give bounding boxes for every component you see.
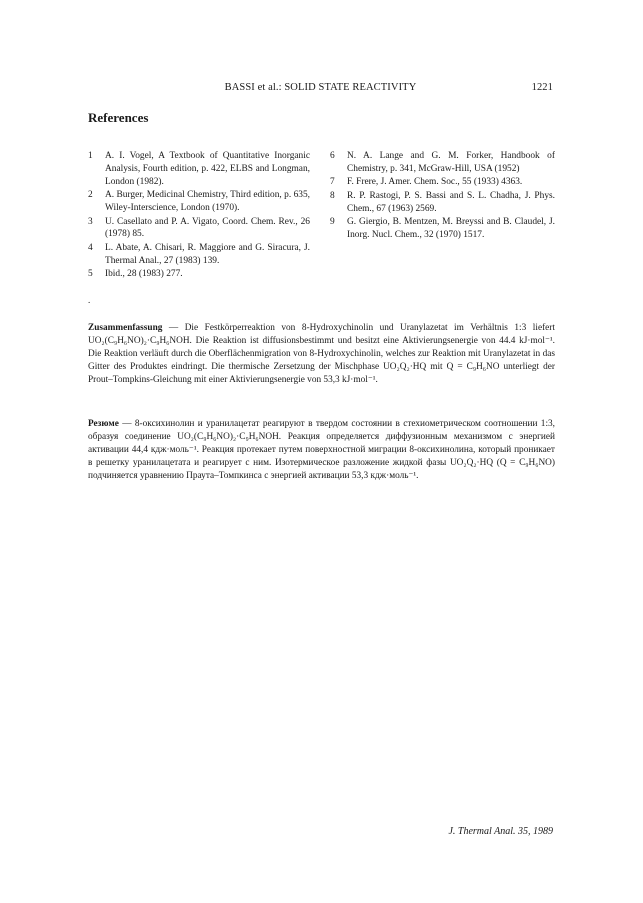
reference-item (330, 216, 555, 242)
reference-text: F. Frere, J. Amer. Chem. Soc., 55 (1933) 4363. (347, 177, 523, 188)
stray-mark: . (88, 295, 91, 305)
reference-number: 3 (88, 216, 93, 227)
abstract-russian-text: — 8-оксихинолин и уранилацетат реагируют в твердом состоянии в стехиометрическом соотношении 1:3, образуя соединение UO₂(C₉H₆NO)₂·C₉H₆NOH. Реакция определяется диффузионным механизмом с энергией активации 44,4 кдж·моль⁻¹. Реакция протекает путем поверхностной миграции 8-оксихинолина, который проникает в решетку уранилацетата и реагирует с ним. Изотермическое разложение жидкой фазы UO₂Q₂·HQ (Q = C₉H₆NO) подчиняется уравнению Праута–Томпкинса с энергией активации 53,3 кдж·моль⁻¹. (88, 419, 555, 482)
reference-text: A. Burger, Medicinal Chemistry, Third edition, p. 635, Wiley-Interscience, London (1970). (105, 190, 310, 214)
abstract-german (88, 322, 555, 387)
reference-item (88, 216, 310, 242)
reference-item (330, 176, 555, 189)
journal-footer: J. Thermal Anal. 35, 1989 (448, 826, 553, 837)
abstract-russian-label: Резюме (88, 419, 119, 429)
reference-item (88, 189, 310, 215)
reference-text: U. Casellato and P. A. Vigato, Coord. Chem. Rev., 26 (1978) 85. (105, 216, 310, 240)
references-right-column (330, 150, 555, 242)
reference-text: L. Abate, A. Chisari, R. Maggiore and G. Siracura, J. Thermal Anal., 27 (1983) 139. (105, 242, 310, 266)
abstract-russian (88, 418, 555, 483)
reference-number: 5 (88, 269, 93, 280)
page-number: 1221 (531, 82, 553, 93)
references-heading: References (88, 110, 149, 125)
reference-item (88, 242, 310, 268)
reference-number: 6 (330, 151, 335, 161)
reference-number: 9 (330, 217, 335, 228)
reference-text: N. A. Lange and G. M. Forker, Handbook of Chemistry, p. 341, McGraw-Hill, USA (1952) (347, 151, 555, 174)
reference-text: A. I. Vogel, A Textbook of Quantitative Inorganic Analysis, Fourth edition, p. 422, ELBS and Longman, London (1982). (105, 151, 310, 187)
reference-text: G. Giergio, B. Mentzen, M. Breyssi and B. Claudel, J. Inorg. Nucl. Chem., 32 (1970) 1517. (347, 217, 555, 240)
reference-item (88, 268, 310, 281)
reference-number: 2 (88, 190, 93, 201)
reference-number: 1 (88, 151, 93, 161)
reference-item (330, 190, 555, 216)
reference-item (88, 150, 310, 189)
reference-text: Ibid., 28 (1983) 277. (105, 269, 183, 280)
references-left-column (88, 150, 310, 282)
abstract-german-label: Zusammenfassung (88, 323, 163, 333)
running-head-title: BASSI et al.: SOLID STATE REACTIVITY (224, 82, 417, 93)
reference-number: 4 (88, 242, 93, 253)
abstract-german-text: — Die Festkörperreaktion von 8-Hydroxychinolin und Uranylazetat im Verhältnis 1:3 liefert UO₂(C₉H₆NO)₂·C₉H₆NOH. Die Reaktion ist diffusionsbestimmt und besitzt eine Aktivierungsenergie von 44.4 kJ·mol⁻¹. Die Reaktion verläuft durch die Oberflächenmigration von 8-Hydroxychinolin, welches zur Reaktion mit Uranylazetat in das Gitter des Produktes eindringt. Die thermische Zersetzung der Mischphase UO₂Q₂·HQ mit Q = C₉H₆NO unterliegt der Prout–Tompkins-Gleichung mit einer Aktivierungsenergie von 53,3 kJ·mol⁻¹. (88, 323, 555, 386)
reference-item (330, 150, 555, 176)
reference-number: 8 (330, 190, 335, 201)
reference-number: 7 (330, 177, 335, 188)
reference-text: R. P. Rastogi, P. S. Bassi and S. L. Chadha, J. Phys. Chem., 67 (1963) 2569. (347, 190, 555, 214)
